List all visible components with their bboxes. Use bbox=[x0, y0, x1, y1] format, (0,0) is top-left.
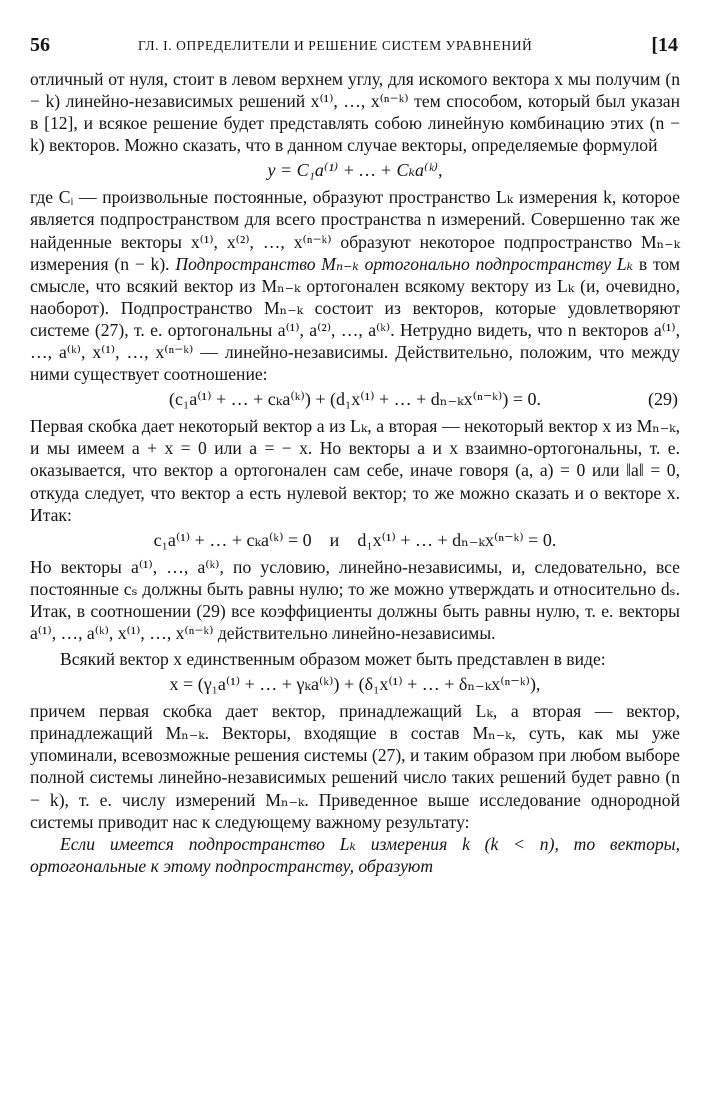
orthogonality-statement: Подпространство Mₙ₋ₖ ортогонально подпространству Lₖ bbox=[175, 253, 634, 274]
theorem-statement bbox=[30, 833, 680, 877]
theorem-statement-text: Если имеется подпространство Lₖ измерения k (k < n), то векторы, ортогональные к этому подпространству, образуют bbox=[30, 833, 680, 876]
paragraph-5: Всякий вектор x единственным образом может быть представлен в виде: bbox=[60, 649, 606, 670]
formula-y bbox=[30, 158, 680, 182]
paragraph-2-start: где Cᵢ — произвольные постоянные, образуют пространство Lₖ измерения k, которое является подпространством для всего пространства n измерений. Совершенно так же найденные векторы x⁽¹⁾, x⁽²⁾, …, x⁽ⁿ⁻ᵏ⁾ образуют некоторое подпространство Mₙ₋ₖ измерения (n − k). bbox=[30, 187, 680, 274]
formula-x-decomposition bbox=[30, 672, 680, 696]
page-header bbox=[30, 34, 680, 60]
paragraph-6: причем первая скобка дает вектор, принадлежащий Lₖ, а вторая — вектор, принадлежащий Mₙ₋ₖ. Векторы, входящие в состав Mₙ₋ₖ, суть, как мы уже упоминали, всевозможные решения системы (27), и таким образом при любом выборе полной системы линейно-независимых решений число таких решений будет равно (n − k), т. е. числу измерений Mₙ₋ₖ. Приведенное выше исследование однородной системы приводит нас к следующему важному результату: bbox=[30, 701, 680, 832]
paragraph-2-end: в том смысле, что всякий вектор из Mₙ₋ₖ ортогонален всякому вектору из Lₖ (и, очевидно, наоборот). Подпространство Mₙ₋ₖ состоит из векторов, которые удовлетворяют системе (27), т. е. ортогональны a⁽¹⁾, a⁽²⁾, …, a⁽ᵏ⁾. Нетрудно видеть, что n векторов a⁽¹⁾, …, a⁽ᵏ⁾, x⁽¹⁾, …, x⁽ⁿ⁻ᵏ⁾ — линейно-независимы. Действительно, положим, что между ними существует соотношение: bbox=[30, 253, 681, 385]
formula-zero-sums-text: c₁a⁽¹⁾ + … + cₖa⁽ᵏ⁾ = 0 и d₁x⁽¹⁾ + … + dₙ₋ₖx⁽ⁿ⁻ᵏ⁾ = 0. bbox=[153, 529, 557, 550]
formula-x-decomposition-text: x = (γ₁a⁽¹⁾ + … + γₖa⁽ᵏ⁾) + (δ₁x⁽¹⁾ + … + δₙ₋ₖx⁽ⁿ⁻ᵏ⁾), bbox=[169, 674, 541, 695]
formula-29 bbox=[30, 387, 680, 411]
paragraph-1: отличный от нуля, стоит в левом верхнем углу, для искомого вектора x мы получим (n − k) линейно-независимых решений x⁽¹⁾, …, x⁽ⁿ⁻ᵏ⁾ тем способом, который был указан в [12], и всякое решение будет представлять собою линейную комбинацию этих (n − k) векторов. Можно сказать, что в данном случае векторы, определяемые формулой bbox=[30, 69, 680, 156]
section-number: [14 bbox=[651, 34, 678, 56]
formula-29-label: (29) bbox=[648, 389, 678, 410]
book-page bbox=[30, 34, 680, 877]
paragraph-4: Но векторы a⁽¹⁾, …, a⁽ᵏ⁾, по условию, линейно-независимы, и, следовательно, все постоянные cₛ должны быть равны нулю; то же можно утверждать и относительно dₛ. Итак, в соотношении (29) все коэффициенты должны быть равны нулю, т. е. векторы a⁽¹⁾, …, a⁽ᵏ⁾, x⁽¹⁾, …, x⁽ⁿ⁻ᵏ⁾ действительно линейно-независимы. bbox=[30, 556, 680, 643]
paragraph-2 bbox=[30, 186, 680, 385]
page-body bbox=[30, 68, 680, 877]
formula-y-text: y = C₁a⁽¹⁾ + … + Cₖa⁽ᵏ⁾, bbox=[267, 160, 443, 181]
formula-zero-sums bbox=[30, 528, 680, 552]
chapter-title: ГЛ. I. ОПРЕДЕЛИТЕЛИ И РЕШЕНИЕ СИСТЕМ УРАВНЕНИЙ bbox=[138, 38, 533, 53]
page-number: 56 bbox=[30, 34, 50, 56]
paragraph-3: Первая скобка дает некоторый вектор a из Lₖ, а вторая — некоторый вектор x из Mₙ₋ₖ, и мы имеем a + x = 0 или a = − x. Но векторы a и x взаимно-ортогональны, т. е. оказывается, что вектор a ортогонален сам себе, иначе говоря (a, a) = 0 или ‖a‖ = 0, откуда следует, что вектор a есть нулевой вектор; то же можно сказать и о векторе x. Итак: bbox=[30, 416, 680, 525]
formula-29-text: (c₁a⁽¹⁾ + … + cₖa⁽ᵏ⁾) + (d₁x⁽¹⁾ + … + dₙ₋ₖx⁽ⁿ⁻ᵏ⁾) = 0. bbox=[169, 389, 541, 410]
